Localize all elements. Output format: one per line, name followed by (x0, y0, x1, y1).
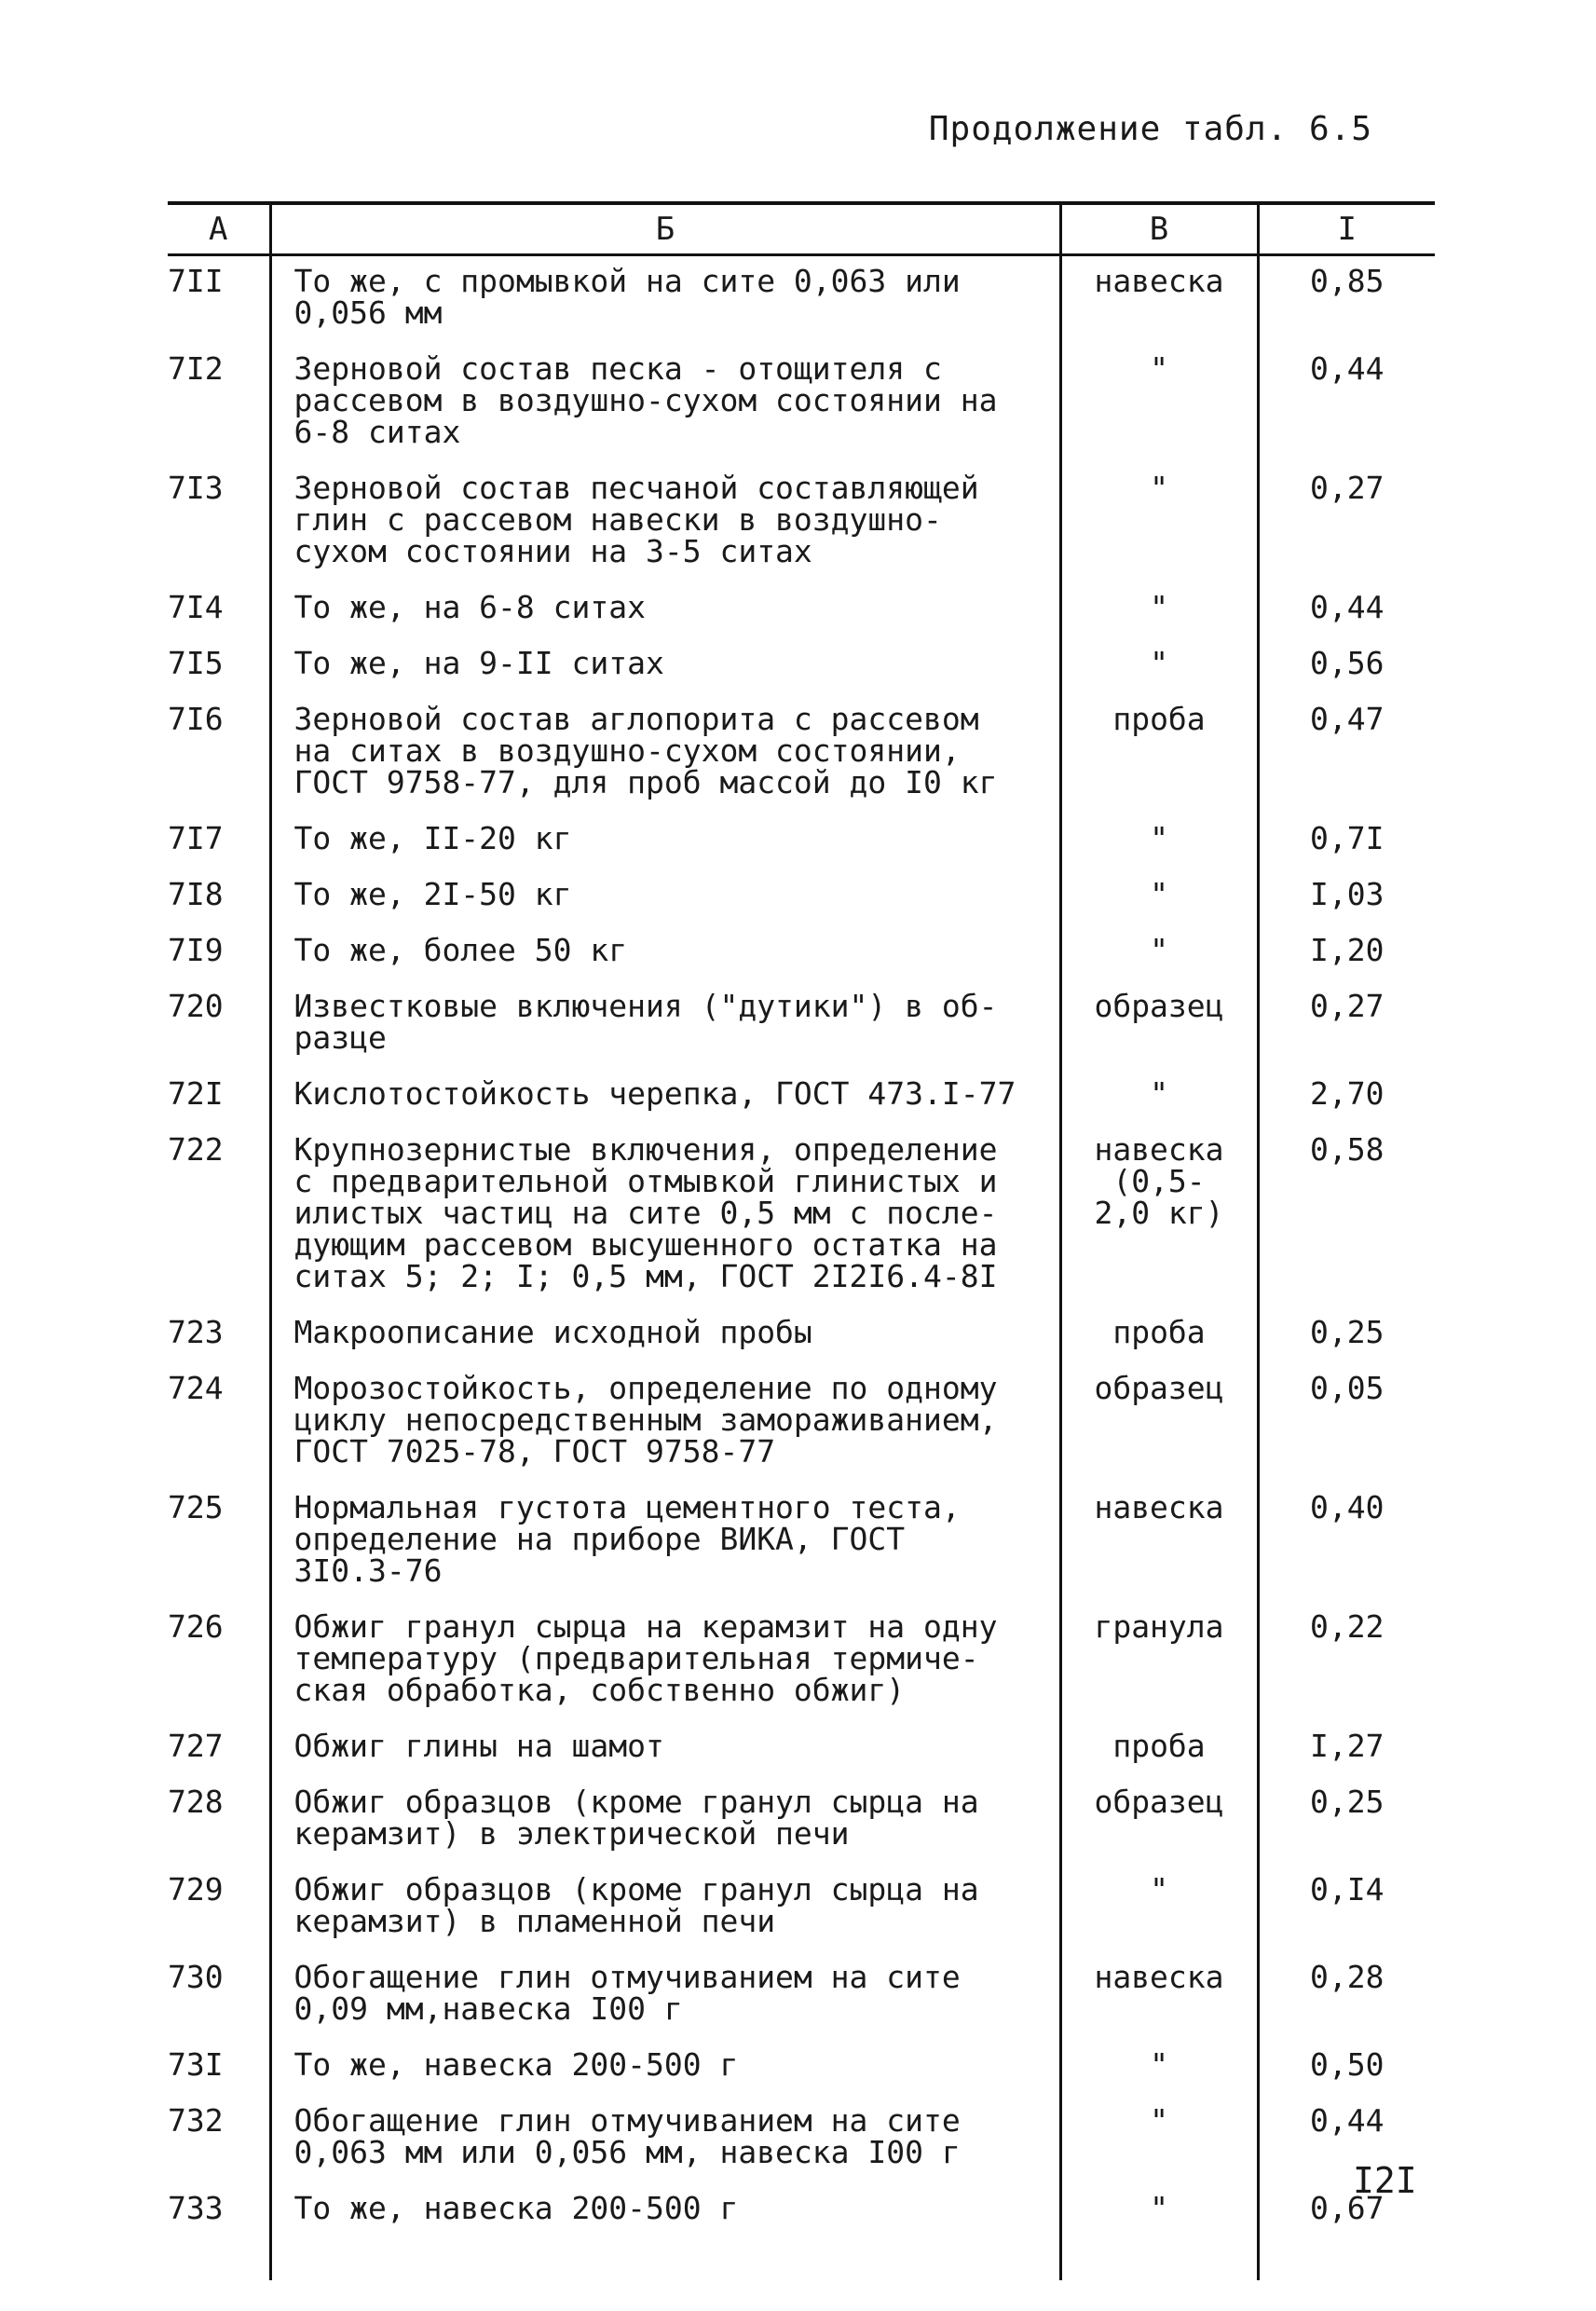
row-unit-cell: " (1060, 814, 1258, 869)
table-header-row (168, 203, 1435, 255)
row-number-cell: 7I9 (168, 932, 224, 968)
row-unit-cell: " (1060, 925, 1258, 981)
row-unit-cell: " (1060, 638, 1258, 694)
table-row (168, 1777, 1435, 1865)
row-value-cell: 0,28 (1258, 1952, 1435, 2040)
table-row (168, 1483, 1435, 1602)
row-number-cell: 732 (168, 2102, 224, 2139)
table-row (168, 2096, 1435, 2183)
row-description-cell: То же, II-20 кг (270, 814, 1060, 869)
row-description-cell: Крупнозернистые включения, определение с предварительной отмывкой глинистых и илистых частиц на сите 0,5 мм с после- дующим рассевом высушенного остатка на ситах 5; 2; I; 0,5 мм, ГОСТ 2I2I6.4-8I (270, 1125, 1060, 1307)
table-row (168, 1069, 1435, 1125)
row-description-cell: То же, на 6-8 ситах (270, 582, 1060, 638)
row-number-cell: 727 (168, 1728, 224, 1764)
row-description-cell: Обогащение глин отмучиванием на сите 0,09 мм,навеска I00 г (270, 1952, 1060, 2040)
row-value-cell: 0,50 (1258, 2040, 1435, 2096)
row-value-cell: 0,47 (1258, 694, 1435, 814)
table-row (168, 2183, 1435, 2280)
row-value-cell: I,03 (1258, 869, 1435, 925)
row-value-cell: 0,85 (1258, 255, 1435, 345)
row-description-cell: Зерновой состав песка - отощителя с рассевом в воздушно-сухом состоянии на 6-8 ситах (270, 344, 1060, 463)
row-unit-cell: " (1060, 2040, 1258, 2096)
row-number-cell: 7I5 (168, 645, 224, 681)
table-row (168, 1952, 1435, 2040)
table-row (168, 255, 1435, 345)
row-unit-cell: проба (1060, 1721, 1258, 1777)
table-continuation-caption: Продолжение табл. 6.5 (928, 110, 1372, 148)
row-description-cell: Обжиг глины на шамот (270, 1721, 1060, 1777)
row-unit-cell: образец (1060, 1777, 1258, 1865)
row-value-cell: I,27 (1258, 1721, 1435, 1777)
row-description-cell: Обжиг образцов (кроме гранул сырца на керамзит) в пламенной печи (270, 1865, 1060, 1952)
table-row (168, 582, 1435, 638)
row-value-cell: 0,27 (1258, 981, 1435, 1069)
table-row (168, 925, 1435, 981)
row-description-cell: Нормальная густота цементного теста, определение на приборе ВИКА, ГОСТ 3I0.3-76 (270, 1483, 1060, 1602)
row-unit-cell: навеска (0,5- 2,0 кг) (1060, 1125, 1258, 1307)
table-row (168, 2040, 1435, 2096)
table-row (168, 1721, 1435, 1777)
row-description-cell: Морозостойкость, определение по одному циклу непосредственным замораживанием, ГОСТ 7025-78, ГОСТ 9758-77 (270, 1363, 1060, 1483)
row-description-cell: Кислотостойкость черепка, ГОСТ 473.I-77 (270, 1069, 1060, 1125)
row-number-cell: 726 (168, 1608, 224, 1645)
row-number-cell: 730 (168, 1959, 224, 1995)
row-description-cell: Обжиг образцов (кроме гранул сырца на керамзит) в электрической печи (270, 1777, 1060, 1865)
row-unit-cell: " (1060, 1069, 1258, 1125)
row-unit-cell: " (1060, 869, 1258, 925)
row-unit-cell: " (1060, 2183, 1258, 2280)
row-value-cell: 0,25 (1258, 1307, 1435, 1363)
table-row (168, 814, 1435, 869)
row-unit-cell: проба (1060, 1307, 1258, 1363)
row-description-cell: Обжиг гранул сырца на керамзит на одну температуру (предварительная термиче- ская обработка, собственно обжиг) (270, 1602, 1060, 1721)
row-number-cell: 722 (168, 1131, 224, 1168)
row-description-cell: То же, 2I-50 кг (270, 869, 1060, 925)
page-number: I2I (1353, 2160, 1417, 2201)
row-description-cell: Макроописание исходной пробы (270, 1307, 1060, 1363)
row-unit-cell: образец (1060, 1363, 1258, 1483)
row-number-cell: 733 (168, 2190, 224, 2226)
row-description-cell: То же, с промывкой на сите 0,063 или 0,056 мм (270, 255, 1060, 345)
table-row (168, 1363, 1435, 1483)
row-value-cell: 0,44 (1258, 2096, 1435, 2183)
row-value-cell: I,20 (1258, 925, 1435, 981)
row-number-cell: 7I8 (168, 876, 224, 912)
row-number-cell: 7II (168, 263, 224, 299)
row-value-cell: 0,22 (1258, 1602, 1435, 1721)
row-number-cell: 7I4 (168, 589, 224, 625)
row-value-cell: 0,40 (1258, 1483, 1435, 1602)
row-description-cell: Зерновой состав аглопорита с рассевом на ситах в воздушно-сухом состоянии, ГОСТ 9758-77, для проб массой до I0 кг (270, 694, 1060, 814)
row-value-cell: 0,58 (1258, 1125, 1435, 1307)
row-number-cell: 73I (168, 2046, 224, 2083)
row-unit-cell: навеска (1060, 255, 1258, 345)
row-unit-cell: " (1060, 582, 1258, 638)
column-header-c: В (1060, 203, 1258, 255)
row-unit-cell: навеска (1060, 1952, 1258, 2040)
row-number-cell: 72I (168, 1075, 224, 1112)
table-row (168, 1602, 1435, 1721)
row-unit-cell: навеска (1060, 1483, 1258, 1602)
row-unit-cell: проба (1060, 694, 1258, 814)
table-row (168, 981, 1435, 1069)
row-number-cell: 7I3 (168, 470, 224, 506)
row-number-cell: 720 (168, 988, 224, 1024)
row-unit-cell: " (1060, 2096, 1258, 2183)
row-description-cell: То же, на 9-II ситах (270, 638, 1060, 694)
row-unit-cell: " (1060, 344, 1258, 463)
table-row (168, 638, 1435, 694)
row-number-cell: 7I2 (168, 350, 224, 387)
table-row (168, 694, 1435, 814)
row-number-cell: 729 (168, 1871, 224, 1908)
row-value-cell: 0,25 (1258, 1777, 1435, 1865)
table-row (168, 463, 1435, 582)
row-description-cell: То же, более 50 кг (270, 925, 1060, 981)
column-header-d: I (1258, 203, 1435, 255)
row-description-cell: Зерновой состав песчаной составляющей глин с рассевом навески в воздушно- сухом состоянии на 3-5 ситах (270, 463, 1060, 582)
row-description-cell: То же, навеска 200-500 г (270, 2040, 1060, 2096)
row-value-cell: 0,44 (1258, 582, 1435, 638)
row-value-cell: 0,7I (1258, 814, 1435, 869)
table-row (168, 1307, 1435, 1363)
row-number-cell: 7I6 (168, 701, 224, 737)
row-unit-cell: " (1060, 1865, 1258, 1952)
row-unit-cell: гранула (1060, 1602, 1258, 1721)
table-row (168, 869, 1435, 925)
row-description-cell: То же, навеска 200-500 г (270, 2183, 1060, 2280)
price-table (168, 201, 1435, 2280)
table-row (168, 1865, 1435, 1952)
row-description-cell: Известковые включения ("дутики") в об- разце (270, 981, 1060, 1069)
row-value-cell: 0,05 (1258, 1363, 1435, 1483)
row-value-cell: 0,56 (1258, 638, 1435, 694)
row-value-cell: 0,27 (1258, 463, 1435, 582)
row-unit-cell: образец (1060, 981, 1258, 1069)
row-number-cell: 724 (168, 1370, 224, 1406)
row-unit-cell: " (1060, 463, 1258, 582)
column-header-b: Б (270, 203, 1060, 255)
column-header-a: А (168, 203, 270, 255)
row-number-cell: 723 (168, 1314, 224, 1350)
row-value-cell: 0,44 (1258, 344, 1435, 463)
row-value-cell: 2,70 (1258, 1069, 1435, 1125)
row-number-cell: 725 (168, 1489, 224, 1525)
row-value-cell: 0,I4 (1258, 1865, 1435, 1952)
row-number-cell: 728 (168, 1784, 224, 1820)
row-value-cell: 0,67 (1258, 2183, 1435, 2280)
row-number-cell: 7I7 (168, 820, 224, 856)
table-row (168, 1125, 1435, 1307)
row-description-cell: Обогащение глин отмучиванием на сите 0,063 мм или 0,056 мм, навеска I00 г (270, 2096, 1060, 2183)
table-row (168, 344, 1435, 463)
